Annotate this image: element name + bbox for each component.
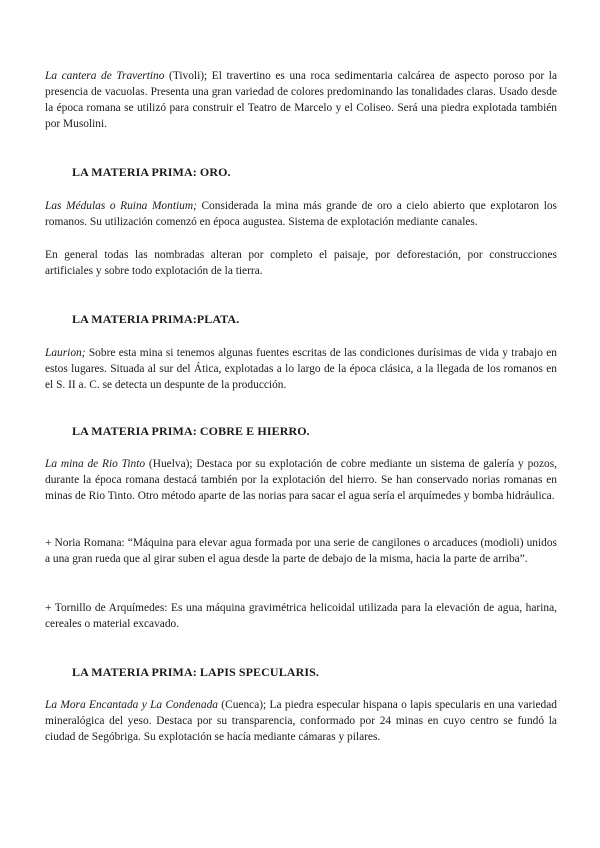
paragraph-text: (Tivoli); El travertino es una roca sedimentaria calcárea de aspecto poroso por la presencia de vacuolas. Presenta una gran variedad de colores predominando las tonalidades claras. Usado desde la época romana se utilizó para construir el Teatro de Marcelo y el Coliseo. Será una piedra explotada también por Musolini. bbox=[45, 70, 557, 130]
heading-lapis: LA MATERIA PRIMA: LAPIS SPECULARIS. bbox=[72, 665, 319, 679]
paragraph-lapis bbox=[45, 697, 557, 745]
paragraph-text: (Cuenca); La piedra especular hispana o lapis specularis en una variedad mineralógica del yeso. Destaca por su transparencia, conformado por 24 minas en cuyo centro se fundó la ciudad de Segóbriga. Su explotación se hacía mediante cámaras y pilares. bbox=[45, 699, 557, 743]
heading-cobre-hierro: LA MATERIA PRIMA: COBRE E HIERRO. bbox=[72, 424, 310, 438]
paragraph-text: Sobre esta mina si tenemos algunas fuentes escritas de las condiciones durísimas de vida y trabajo en estos lugares. Situada al sur del Ática, explotadas a lo largo de la época clásica, a la llegada de los romanos en el S. II a. C. se detecta un despunte de la producción. bbox=[45, 347, 557, 391]
heading-plata: LA MATERIA PRIMA:PLATA. bbox=[72, 312, 240, 326]
place-name: La mina de Rio Tinto bbox=[45, 458, 146, 470]
place-name: Laurion; bbox=[45, 347, 86, 359]
place-name: La cantera de Travertino bbox=[45, 70, 165, 82]
paragraph-noria: + Noria Romana: “Máquina para elevar agua formada por una serie de cangilones o arcaduces (modioli) unidos a una gran rueda que al girar suben el agua desde la parte de debajo de la misma, hacia la parte de arriba”. bbox=[45, 537, 557, 565]
paragraph-medulas bbox=[45, 198, 557, 230]
paragraph-rio-tinto bbox=[45, 456, 557, 504]
paragraph-general: En general todas las nombradas alteran por completo el paisaje, por deforestación, por construcciones artificiales y sobre todo explotación de la tierra. bbox=[45, 249, 557, 277]
place-name: La Mora Encantada y La Condenada bbox=[45, 699, 218, 711]
paragraph-text: Considerada la mina más grande de oro a cielo abierto que explotaron los romanos. Su utilización comenzó en época augustea. Sistema de explotación mediante canales. bbox=[45, 200, 557, 228]
place-name: Las Médulas o Ruina Montium; bbox=[45, 200, 197, 212]
paragraph-laurion bbox=[45, 345, 557, 393]
paragraph-travertino bbox=[45, 68, 557, 132]
paragraph-text: (Huelva); Destaca por su explotación de cobre mediante un sistema de galería y pozos, durante la época romana destacá también por la explotación del hierro. Se han conservado norias romanas en minas de Rio Tinto. Otro método aparte de las norias para sacar el agua sería el arquímedes y bomba hidráulica. bbox=[45, 458, 557, 502]
paragraph-tornillo: + Tornillo de Arquímedes: Es una máquina gravimétrica helicoidal utilizada para la elevación de agua, harina, cereales o material excavado. bbox=[45, 602, 557, 630]
heading-oro: LA MATERIA PRIMA: ORO. bbox=[72, 165, 231, 179]
